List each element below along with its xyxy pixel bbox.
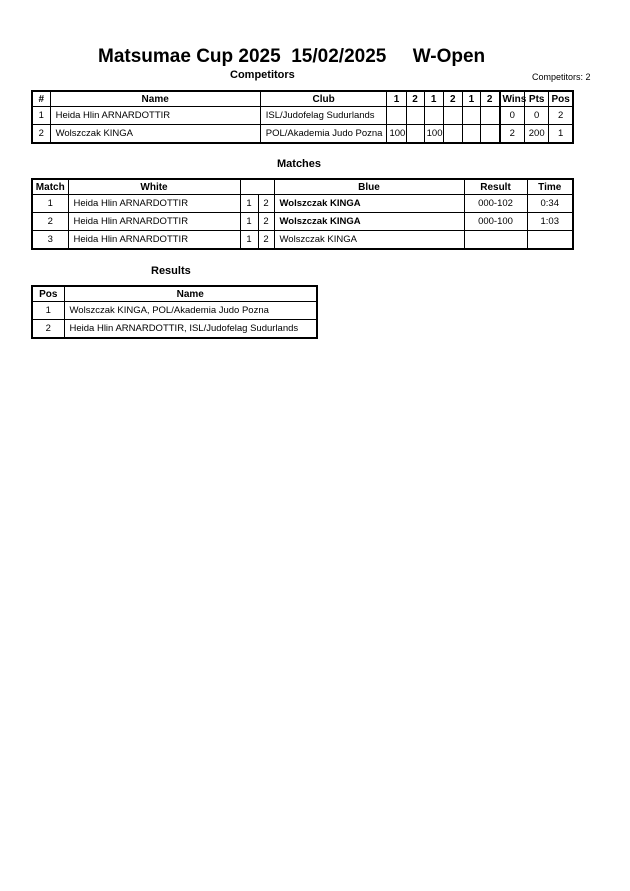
matches-header-row [32, 179, 573, 195]
score-cell [406, 107, 424, 125]
table-row [32, 213, 573, 231]
match-number: 3 [32, 231, 68, 250]
score-cell [480, 107, 499, 125]
page-title: Matsumae Cup 2025 15/02/2025 W-Open [98, 46, 486, 67]
score-cell [443, 107, 462, 125]
match-white: Heida Hlin ARNARDOTTIR [68, 231, 240, 250]
competitors-table [31, 90, 574, 144]
matches-table [31, 178, 574, 250]
competitor-wins: 0 [500, 107, 525, 125]
col-header-score-6: 2 [480, 91, 499, 107]
competitor-pos: 1 [549, 125, 573, 144]
match-white-num: 1 [240, 231, 258, 250]
competitors-section-title: Competitors [230, 69, 295, 81]
table-row [32, 231, 573, 250]
col-header-match: Match [32, 179, 68, 195]
match-blue: Wolszczak KINGA [274, 213, 464, 231]
score-cell [424, 107, 443, 125]
competitor-pts: 200 [525, 125, 549, 144]
competitor-name: Heida Hlin ARNARDOTTIR [50, 107, 260, 125]
table-row [32, 125, 573, 144]
matches-section-title: Matches [277, 158, 322, 170]
col-header-wins: Wins [500, 91, 525, 107]
match-time: 1:03 [527, 213, 573, 231]
col-header-name: Name [64, 286, 317, 302]
competitor-pos: 2 [549, 107, 573, 125]
col-header-white-num [240, 179, 258, 195]
competitor-num: 1 [32, 107, 50, 125]
match-blue-num: 2 [258, 195, 274, 213]
competitor-club: ISL/Judofelag Sudurlands [260, 107, 387, 125]
results-header-row [32, 286, 317, 302]
match-result [464, 231, 527, 250]
match-white-num: 1 [240, 195, 258, 213]
match-white: Heida Hlin ARNARDOTTIR [68, 195, 240, 213]
match-result: 000-102 [464, 195, 527, 213]
match-white: Heida Hlin ARNARDOTTIR [68, 213, 240, 231]
results-section-title: Results [151, 265, 191, 277]
col-header-white: White [68, 179, 240, 195]
col-header-score-4: 2 [443, 91, 462, 107]
competitors-count: Competitors: 2 [532, 72, 591, 82]
match-blue-num: 2 [258, 231, 274, 250]
match-time [527, 231, 573, 250]
result-pos: 1 [32, 302, 64, 320]
col-header-name: Name [50, 91, 260, 107]
competitor-name: Wolszczak KINGA [50, 125, 260, 144]
score-cell [462, 107, 480, 125]
col-header-pts: Pts [525, 91, 549, 107]
col-header-pos: Pos [32, 286, 64, 302]
competitor-club: POL/Akademia Judo Pozna [260, 125, 387, 144]
match-blue: Wolszczak KINGA [274, 195, 464, 213]
score-cell [443, 125, 462, 144]
score-cell [406, 125, 424, 144]
col-header-result: Result [464, 179, 527, 195]
match-white-num: 1 [240, 213, 258, 231]
col-header-pos: Pos [549, 91, 573, 107]
score-cell: 100 [387, 125, 406, 144]
result-name: Heida Hlin ARNARDOTTIR, ISL/Judofelag Sudurlands [64, 320, 317, 339]
match-number: 1 [32, 195, 68, 213]
result-name: Wolszczak KINGA, POL/Akademia Judo Pozna [64, 302, 317, 320]
competitors-header-row [32, 91, 573, 107]
col-header-blue: Blue [274, 179, 464, 195]
competitor-pts: 0 [525, 107, 549, 125]
score-cell [480, 125, 499, 144]
col-header-score-3: 1 [424, 91, 443, 107]
table-row [32, 195, 573, 213]
competitor-num: 2 [32, 125, 50, 144]
competitor-wins: 2 [500, 125, 525, 144]
col-header-score-2: 2 [406, 91, 424, 107]
col-header-score-5: 1 [462, 91, 480, 107]
match-number: 2 [32, 213, 68, 231]
col-header-num: # [32, 91, 50, 107]
score-cell: 100 [424, 125, 443, 144]
score-cell [387, 107, 406, 125]
table-row [32, 320, 317, 339]
col-header-score-1: 1 [387, 91, 406, 107]
col-header-club: Club [260, 91, 387, 107]
match-time: 0:34 [527, 195, 573, 213]
col-header-time: Time [527, 179, 573, 195]
match-result: 000-100 [464, 213, 527, 231]
results-table [31, 285, 318, 339]
table-row [32, 302, 317, 320]
match-blue: Wolszczak KINGA [274, 231, 464, 250]
score-cell [462, 125, 480, 144]
match-blue-num: 2 [258, 213, 274, 231]
table-row [32, 107, 573, 125]
col-header-blue-num [258, 179, 274, 195]
result-pos: 2 [32, 320, 64, 339]
